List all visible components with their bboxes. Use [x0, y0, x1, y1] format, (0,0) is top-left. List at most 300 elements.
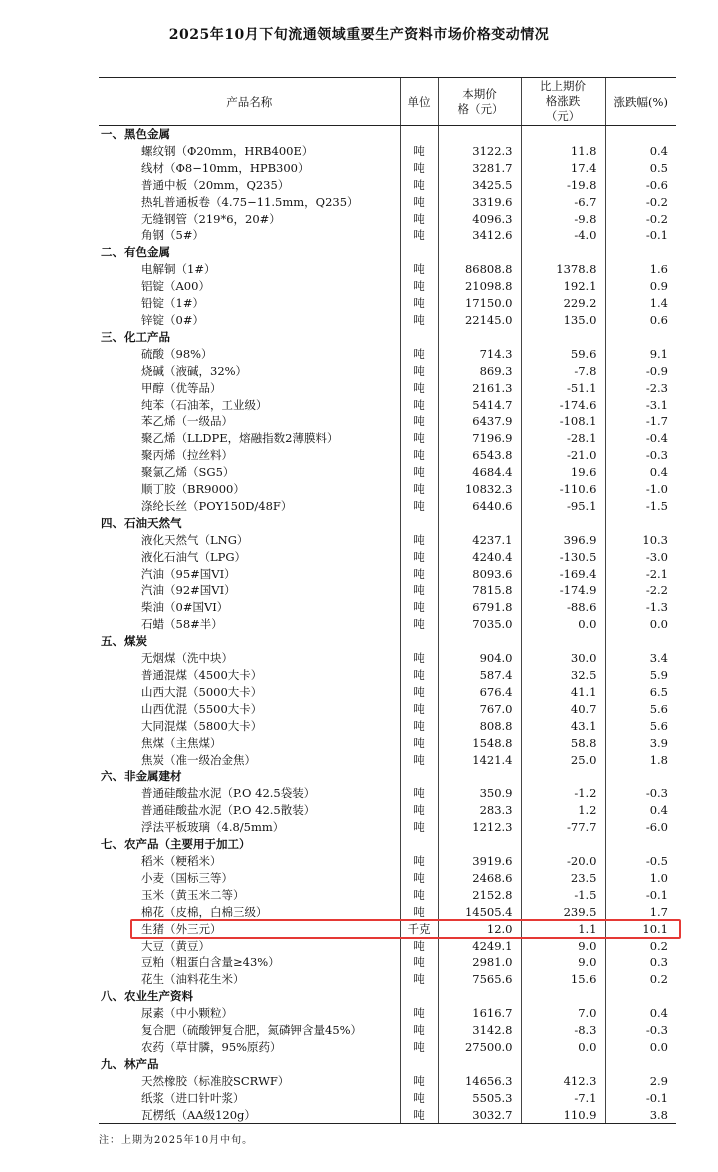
unit-cell: 吨 — [400, 667, 438, 684]
table-row — [99, 1073, 676, 1090]
table-header-row — [99, 78, 676, 126]
table-row — [99, 954, 676, 971]
product-name-cell: 纯苯（石油苯，工业级） — [141, 397, 268, 412]
pct-cell: 1.4 — [605, 295, 676, 312]
product-name-cell: 纸浆（进口针叶浆） — [141, 1090, 245, 1105]
product-name-cell: 普通硅酸盐水泥（P.O 42.5袋装） — [141, 786, 316, 801]
unit-cell: 吨 — [400, 650, 438, 667]
header-price — [438, 78, 521, 126]
price-cell: 676.4 — [438, 684, 521, 701]
product-name-cell: 锌锭（0#） — [141, 312, 204, 327]
product-name-cell: 农药（草甘膦，95%原药） — [141, 1039, 282, 1054]
header-change-label: 比上期价格涨跌（元） — [540, 79, 586, 123]
category-row — [99, 633, 676, 650]
change-cell — [521, 126, 605, 143]
unit-cell — [400, 126, 438, 143]
pct-cell: 0.2 — [605, 938, 676, 955]
pct-cell — [605, 633, 676, 650]
change-cell: 1.1 — [521, 921, 605, 938]
product-name-cell: 大同混煤（5800大卡） — [141, 718, 263, 733]
unit-cell: 吨 — [400, 1090, 438, 1107]
pct-cell: 5.9 — [605, 667, 676, 684]
pct-cell: -0.3 — [605, 447, 676, 464]
price-cell: 2981.0 — [438, 954, 521, 971]
product-name-cell: 烧碱（液碱，32%） — [141, 363, 248, 378]
pct-cell: 3.9 — [605, 735, 676, 752]
unit-cell: 吨 — [400, 718, 438, 735]
unit-cell: 吨 — [400, 363, 438, 380]
product-name-cell: 硫酸（98%） — [141, 346, 213, 361]
price-cell: 4684.4 — [438, 464, 521, 481]
unit-cell: 吨 — [400, 582, 438, 599]
pct-cell: -0.1 — [605, 227, 676, 244]
price-cell: 3032.7 — [438, 1107, 521, 1124]
pct-cell: -1.3 — [605, 599, 676, 616]
price-cell: 4249.1 — [438, 938, 521, 955]
table-row — [99, 752, 676, 769]
unit-cell: 吨 — [400, 1073, 438, 1090]
price-cell: 3281.7 — [438, 160, 521, 177]
price-cell — [438, 329, 521, 346]
price-cell: 3919.6 — [438, 853, 521, 870]
pct-cell: 9.1 — [605, 346, 676, 363]
unit-cell: 吨 — [400, 346, 438, 363]
change-cell: 9.0 — [521, 954, 605, 971]
pct-cell: 0.3 — [605, 954, 676, 971]
unit-cell: 吨 — [400, 177, 438, 194]
change-cell — [521, 633, 605, 650]
unit-cell: 吨 — [400, 549, 438, 566]
change-cell: 239.5 — [521, 904, 605, 921]
unit-cell: 吨 — [400, 194, 438, 211]
table-row — [99, 1107, 676, 1124]
price-cell: 86808.8 — [438, 261, 521, 278]
product-name-cell: 瓦楞纸（AA级120g） — [99, 1107, 400, 1124]
change-cell: -108.1 — [521, 413, 605, 430]
unit-cell: 吨 — [400, 819, 438, 836]
product-name-cell: 无烟煤（洗中块） — [141, 651, 233, 666]
unit-cell — [400, 244, 438, 261]
table-row — [99, 684, 676, 701]
price-cell: 3412.6 — [438, 227, 521, 244]
price-cell: 6437.9 — [438, 413, 521, 430]
change-cell: 43.1 — [521, 718, 605, 735]
price-table — [99, 77, 676, 1124]
unit-cell: 吨 — [400, 312, 438, 329]
price-cell: 3122.3 — [438, 143, 521, 160]
table-row — [99, 278, 676, 295]
product-name-cell: 花生（油料花生米） — [141, 972, 245, 987]
pct-cell: 0.6 — [605, 312, 676, 329]
price-cell: 14505.4 — [438, 904, 521, 921]
product-name-cell: 大豆（黄豆） — [141, 938, 210, 953]
product-name-cell: 电解铜（1#） — [141, 262, 216, 277]
pct-cell — [605, 768, 676, 785]
price-cell: 808.8 — [438, 718, 521, 735]
change-cell: -19.8 — [521, 177, 605, 194]
price-cell: 21098.8 — [438, 278, 521, 295]
pct-cell: 5.6 — [605, 718, 676, 735]
header-change — [521, 78, 605, 126]
change-cell: -77.7 — [521, 819, 605, 836]
unit-cell: 吨 — [400, 870, 438, 887]
unit-cell: 吨 — [400, 430, 438, 447]
product-name-cell: 七、农产品（主要用于加工） — [101, 837, 251, 852]
price-cell: 10832.3 — [438, 481, 521, 498]
unit-cell: 吨 — [400, 464, 438, 481]
category-row — [99, 244, 676, 261]
unit-cell: 吨 — [400, 1039, 438, 1056]
unit-cell: 吨 — [400, 295, 438, 312]
pct-cell: -0.1 — [605, 887, 676, 904]
table-row — [99, 887, 676, 904]
product-name-cell: 角钢（5#） — [141, 228, 204, 243]
price-cell: 1212.3 — [438, 819, 521, 836]
product-name-cell: 稻米（粳稻米） — [141, 853, 222, 868]
change-cell: 1.2 — [521, 802, 605, 819]
change-cell: 30.0 — [521, 650, 605, 667]
unit-cell: 吨 — [400, 413, 438, 430]
price-cell: 714.3 — [438, 346, 521, 363]
change-cell: 17.4 — [521, 160, 605, 177]
product-name-cell: 汽油（92#国VI） — [141, 583, 236, 598]
change-cell: 9.0 — [521, 938, 605, 955]
table-row — [99, 227, 676, 244]
unit-cell: 吨 — [400, 1107, 438, 1124]
change-cell: -51.1 — [521, 380, 605, 397]
price-cell: 2468.6 — [438, 870, 521, 887]
price-cell — [438, 768, 521, 785]
category-row — [99, 126, 676, 143]
pct-cell — [605, 836, 676, 853]
unit-cell: 吨 — [400, 735, 438, 752]
product-name-cell: 复合肥（硫酸钾复合肥，氮磷钾含量45%） — [141, 1023, 363, 1038]
table-row — [99, 194, 676, 211]
change-cell: -7.8 — [521, 363, 605, 380]
table-row — [99, 413, 676, 430]
unit-cell: 吨 — [400, 938, 438, 955]
pct-cell — [605, 329, 676, 346]
pct-cell: -1.0 — [605, 481, 676, 498]
unit-cell — [400, 633, 438, 650]
table-row — [99, 667, 676, 684]
price-cell: 869.3 — [438, 363, 521, 380]
unit-cell: 吨 — [400, 887, 438, 904]
pct-cell: -2.2 — [605, 582, 676, 599]
price-cell — [438, 126, 521, 143]
price-cell: 6543.8 — [438, 447, 521, 464]
change-cell: 23.5 — [521, 870, 605, 887]
product-name-cell: 生猪（外三元） — [141, 921, 222, 936]
price-cell — [438, 633, 521, 650]
unit-cell: 吨 — [400, 211, 438, 228]
price-cell: 3425.5 — [438, 177, 521, 194]
pct-cell: 5.6 — [605, 701, 676, 718]
price-cell: 350.9 — [438, 785, 521, 802]
unit-cell — [400, 329, 438, 346]
table-row — [99, 735, 676, 752]
change-cell: 25.0 — [521, 752, 605, 769]
price-cell: 283.3 — [438, 802, 521, 819]
table-row — [99, 785, 676, 802]
price-cell: 7196.9 — [438, 430, 521, 447]
change-cell: 0.0 — [521, 616, 605, 633]
pct-cell: 0.5 — [605, 160, 676, 177]
table-row — [99, 718, 676, 735]
price-cell: 1421.4 — [438, 752, 521, 769]
table-row — [99, 853, 676, 870]
price-cell: 904.0 — [438, 650, 521, 667]
pct-cell: -0.5 — [605, 853, 676, 870]
table-row — [99, 549, 676, 566]
table-row — [99, 1022, 676, 1039]
product-name-cell: 聚丙烯（拉丝料） — [141, 448, 233, 463]
change-cell — [521, 768, 605, 785]
product-name-cell: 汽油（95#国VI） — [141, 566, 236, 581]
pct-cell: -3.0 — [605, 549, 676, 566]
pct-cell: 1.0 — [605, 870, 676, 887]
pct-cell: -2.3 — [605, 380, 676, 397]
change-cell: -95.1 — [521, 498, 605, 515]
change-cell: 396.9 — [521, 532, 605, 549]
pct-cell: -6.0 — [605, 819, 676, 836]
pct-cell: 0.4 — [605, 143, 676, 160]
price-cell: 2152.8 — [438, 887, 521, 904]
pct-cell: -0.9 — [605, 363, 676, 380]
pct-cell: 3.8 — [605, 1107, 676, 1124]
change-cell: 229.2 — [521, 295, 605, 312]
change-cell: 59.6 — [521, 346, 605, 363]
change-cell: -9.8 — [521, 211, 605, 228]
table-row — [99, 1090, 676, 1107]
table-row — [99, 143, 676, 160]
unit-cell: 吨 — [400, 481, 438, 498]
table-row — [99, 599, 676, 616]
change-cell: -6.7 — [521, 194, 605, 211]
product-name-cell: 八、农业生产资料 — [101, 989, 193, 1004]
price-cell — [438, 515, 521, 532]
product-name-cell: 三、化工产品 — [101, 329, 170, 344]
pct-cell: 0.9 — [605, 278, 676, 295]
table-row — [99, 616, 676, 633]
change-cell: 15.6 — [521, 971, 605, 988]
product-name-cell: 液化天然气（LNG） — [141, 532, 249, 547]
price-cell: 12.0 — [438, 921, 521, 938]
table-row — [99, 160, 676, 177]
table-row — [99, 261, 676, 278]
price-cell: 5505.3 — [438, 1090, 521, 1107]
change-cell: -130.5 — [521, 549, 605, 566]
change-cell: 11.8 — [521, 143, 605, 160]
unit-cell: 吨 — [400, 752, 438, 769]
unit-cell: 吨 — [400, 1005, 438, 1022]
price-cell: 2161.3 — [438, 380, 521, 397]
unit-cell: 吨 — [400, 701, 438, 718]
table-row — [99, 1005, 676, 1022]
pct-cell: 1.8 — [605, 752, 676, 769]
change-cell: -8.3 — [521, 1022, 605, 1039]
table-row — [99, 938, 676, 955]
product-name-cell: 无缝钢管（219*6，20#） — [141, 211, 281, 226]
change-cell: 135.0 — [521, 312, 605, 329]
change-cell: -174.6 — [521, 397, 605, 414]
product-name-cell: 普通硅酸盐水泥（P.O 42.5散装） — [141, 803, 316, 818]
table-row — [99, 363, 676, 380]
product-name-cell: 铝锭（A00） — [141, 279, 210, 294]
change-cell: 32.5 — [521, 667, 605, 684]
unit-cell: 吨 — [400, 566, 438, 583]
product-name-cell: 焦炭（准一级冶金焦） — [141, 752, 256, 767]
price-cell: 8093.6 — [438, 566, 521, 583]
price-cell: 6440.6 — [438, 498, 521, 515]
product-name-cell: 六、非金属建材 — [101, 769, 182, 784]
unit-cell: 吨 — [400, 971, 438, 988]
pct-cell: -0.2 — [605, 194, 676, 211]
pct-cell: 1.7 — [605, 904, 676, 921]
product-name-cell: 浮法平板玻璃（4.8/5mm） — [141, 820, 285, 835]
product-name-cell: 甲醇（优等品） — [141, 380, 222, 395]
unit-cell: 吨 — [400, 954, 438, 971]
price-cell: 3319.6 — [438, 194, 521, 211]
price-cell: 767.0 — [438, 701, 521, 718]
table-row — [99, 380, 676, 397]
change-cell: -110.6 — [521, 481, 605, 498]
change-cell — [521, 836, 605, 853]
product-name-cell: 豆粕（粗蛋白含量≥43%） — [141, 955, 280, 970]
table-row — [99, 397, 676, 414]
category-row — [99, 836, 676, 853]
change-cell — [521, 1056, 605, 1073]
change-cell: 58.8 — [521, 735, 605, 752]
unit-cell: 吨 — [400, 1022, 438, 1039]
price-cell: 5414.7 — [438, 397, 521, 414]
pct-cell — [605, 244, 676, 261]
product-name-cell: 普通混煤（4500大卡） — [141, 668, 263, 682]
product-name-cell: 二、有色金属 — [101, 245, 170, 260]
change-cell — [521, 244, 605, 261]
product-name-cell: 九、林产品 — [101, 1056, 159, 1071]
pct-cell: -2.1 — [605, 566, 676, 583]
unit-cell: 吨 — [400, 447, 438, 464]
pct-cell: -0.2 — [605, 211, 676, 228]
pct-cell: -0.4 — [605, 430, 676, 447]
price-cell: 14656.3 — [438, 1073, 521, 1090]
price-cell — [438, 1056, 521, 1073]
pct-cell: -1.5 — [605, 498, 676, 515]
change-cell: 19.6 — [521, 464, 605, 481]
unit-cell: 吨 — [400, 498, 438, 515]
header-price-label: 本期价格（元） — [457, 86, 504, 116]
change-cell: -1.5 — [521, 887, 605, 904]
table-row — [99, 498, 676, 515]
product-name-cell: 普通中板（20mm，Q235） — [141, 177, 290, 192]
table-row — [99, 802, 676, 819]
price-cell: 7815.8 — [438, 582, 521, 599]
table-row — [99, 481, 676, 498]
header-pct: 涨跌幅(%) — [605, 78, 676, 126]
unit-cell: 吨 — [400, 599, 438, 616]
table-row — [99, 566, 676, 583]
change-cell: 41.1 — [521, 684, 605, 701]
product-name-cell: 顺丁胶（BR9000） — [141, 482, 245, 497]
pct-cell: 2.9 — [605, 1073, 676, 1090]
category-row — [99, 329, 676, 346]
unit-cell: 吨 — [400, 802, 438, 819]
change-cell: 1378.8 — [521, 261, 605, 278]
change-cell: 7.0 — [521, 1005, 605, 1022]
table-row — [99, 464, 676, 481]
table-row — [99, 177, 676, 194]
category-row — [99, 515, 676, 532]
product-name-cell: 一、黑色金属 — [101, 127, 170, 141]
price-cell: 3142.8 — [438, 1022, 521, 1039]
table-row — [99, 430, 676, 447]
pct-cell: 10.1 — [605, 921, 676, 938]
price-cell: 4240.4 — [438, 549, 521, 566]
change-cell: 192.1 — [521, 278, 605, 295]
price-cell: 587.4 — [438, 667, 521, 684]
product-name-cell: 山西大混（5000大卡） — [141, 684, 263, 699]
table-row — [99, 819, 676, 836]
change-cell: 110.9 — [521, 1107, 605, 1124]
product-name-cell: 螺纹钢（Φ20mm，HRB400E） — [141, 143, 314, 158]
table-row — [99, 312, 676, 329]
unit-cell — [400, 1056, 438, 1073]
product-name-cell: 热轧普通板卷（4.75−11.5mm，Q235） — [141, 194, 359, 209]
table-row — [99, 532, 676, 549]
unit-cell — [400, 515, 438, 532]
pct-cell: 0.0 — [605, 616, 676, 633]
price-cell: 7035.0 — [438, 616, 521, 633]
product-name-cell: 天然橡胶（标准胶SCRWF） — [141, 1073, 290, 1088]
table-row — [99, 870, 676, 887]
pct-cell: 0.4 — [605, 1005, 676, 1022]
pct-cell: -0.3 — [605, 785, 676, 802]
table-row — [99, 1039, 676, 1056]
pct-cell: -0.3 — [605, 1022, 676, 1039]
table-row — [99, 650, 676, 667]
pct-cell: 0.4 — [605, 464, 676, 481]
change-cell: 412.3 — [521, 1073, 605, 1090]
price-cell: 4237.1 — [438, 532, 521, 549]
pct-cell: -1.7 — [605, 413, 676, 430]
pct-cell — [605, 126, 676, 143]
price-cell — [438, 836, 521, 853]
pct-cell: 6.5 — [605, 684, 676, 701]
change-cell: -1.2 — [521, 785, 605, 802]
product-name-cell: 苯乙烯（一级品） — [141, 414, 233, 429]
change-cell: -21.0 — [521, 447, 605, 464]
table-row — [99, 971, 676, 988]
unit-cell: 吨 — [400, 853, 438, 870]
product-name-cell: 石蜡（58#半） — [141, 617, 223, 632]
product-name-cell: 小麦（国标三等） — [141, 870, 233, 885]
unit-cell: 吨 — [400, 278, 438, 295]
category-row — [99, 988, 676, 1005]
product-name-cell: 铅锭（1#） — [141, 296, 204, 311]
change-cell — [521, 988, 605, 1005]
product-name-cell: 四、石油天然气 — [101, 515, 182, 530]
change-cell: -174.9 — [521, 582, 605, 599]
unit-cell: 吨 — [400, 261, 438, 278]
table-row — [99, 211, 676, 228]
pct-cell: 0.2 — [605, 971, 676, 988]
pct-cell: 3.4 — [605, 650, 676, 667]
header-unit: 单位 — [400, 78, 438, 126]
price-cell: 22145.0 — [438, 312, 521, 329]
table-body — [99, 126, 676, 1124]
price-cell — [438, 988, 521, 1005]
